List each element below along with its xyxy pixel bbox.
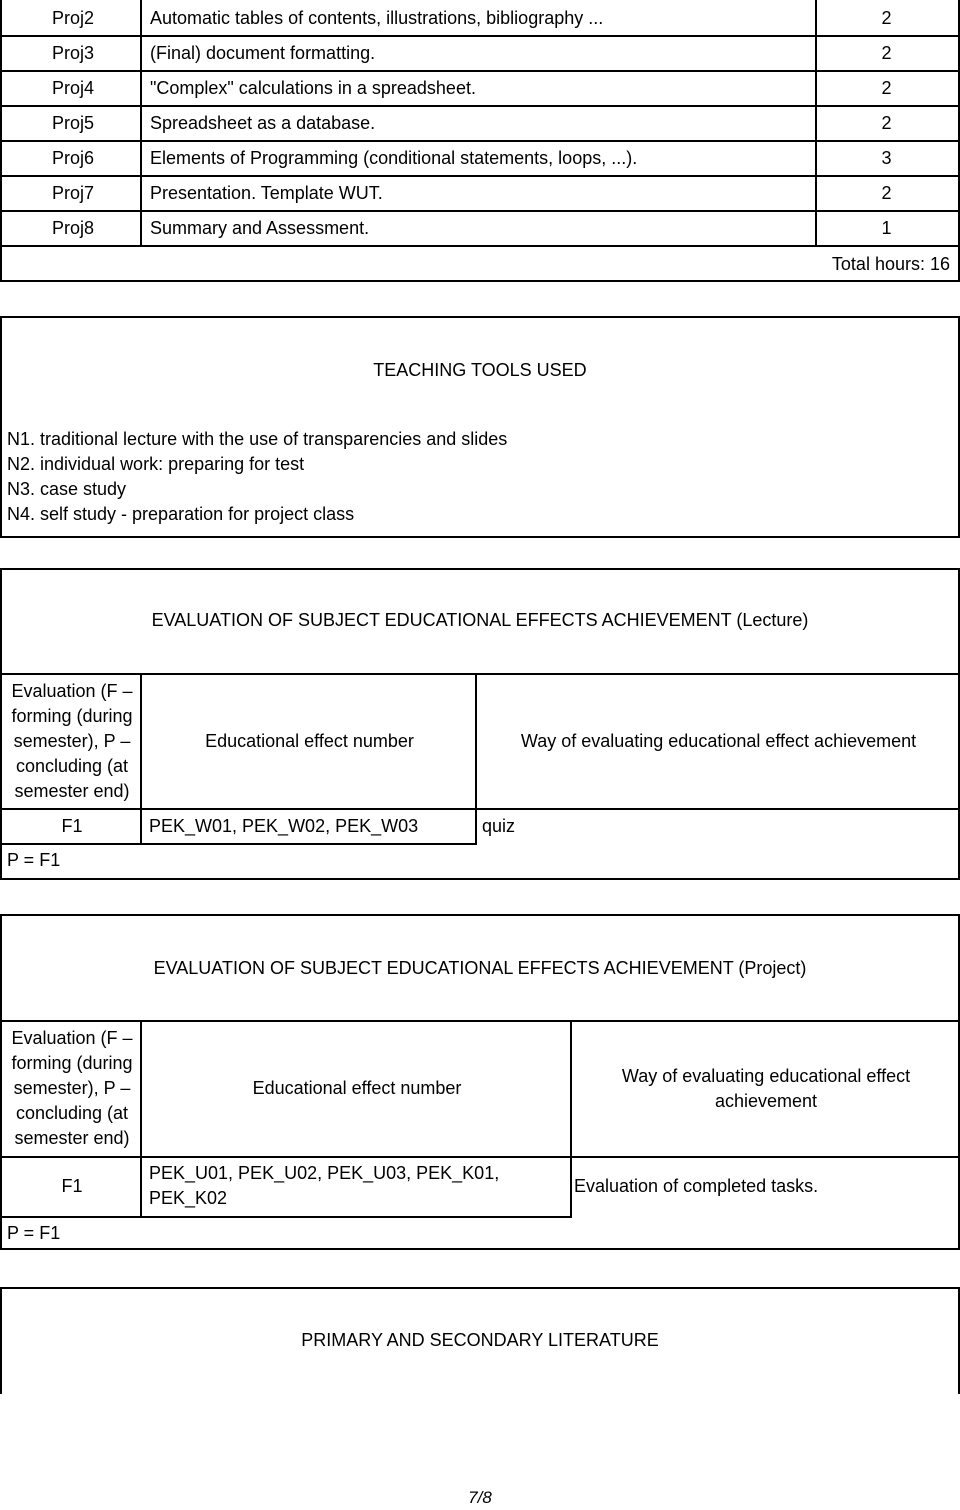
evaluation-column-header: semester end)	[14, 781, 130, 801]
project-topic: Elements of Programming (conditional statements, loops, ...).	[150, 148, 638, 168]
teaching-tool-item: N1. traditional lecture with the use of transparencies and slides	[7, 429, 508, 449]
evaluation-way: quiz	[482, 816, 516, 836]
evaluation-way-header: Way of evaluating educational effect achievement	[520, 731, 917, 751]
project-code: Proj3	[51, 43, 95, 63]
final-grade: P = F1	[7, 850, 61, 870]
project-topic: Summary and Assessment.	[150, 218, 370, 238]
project-topic: (Final) document formatting.	[150, 43, 376, 63]
evaluation-way: Evaluation of completed tasks.	[574, 1176, 819, 1196]
evaluation-column-header: semester), P –	[13, 731, 131, 751]
project-hours: 2	[881, 8, 892, 28]
effect-numbers: PEK_U01, PEK_U02, PEK_U03, PEK_K01,	[149, 1163, 500, 1183]
effect-numbers: PEK_K02	[149, 1188, 228, 1208]
project-hours: 2	[881, 183, 892, 203]
teaching-tool-item: N2. individual work: preparing for test	[7, 454, 305, 474]
project-code: Proj7	[51, 183, 95, 203]
evaluation-column-header: concluding (at	[15, 756, 129, 776]
evaluation-column-header: semester), P –	[13, 1078, 131, 1098]
evaluation-way-header: Way of evaluating educational effect	[621, 1066, 911, 1086]
project-hours: 2	[881, 78, 892, 98]
teaching-tool-item: N3. case study	[7, 479, 127, 499]
project-code: Proj6	[51, 148, 95, 168]
evaluation-column-header: forming (during	[11, 706, 133, 726]
effect-numbers: PEK_W01, PEK_W02, PEK_W03	[149, 816, 419, 836]
evaluation-column-header: Evaluation (F –	[11, 1028, 133, 1048]
final-grade: P = F1	[7, 1223, 61, 1243]
evaluation-column-header: Evaluation (F –	[11, 681, 133, 701]
teaching-tools-heading: TEACHING TOOLS USED	[373, 360, 587, 380]
project-code: Proj2	[51, 8, 95, 28]
evaluation-lecture-heading: EVALUATION OF SUBJECT EDUCATIONAL EFFECTS ACHIEVEMENT (Lecture)	[151, 610, 809, 630]
project-hours: 2	[881, 113, 892, 133]
teaching-tool-item: N4. self study - preparation for project class	[7, 504, 355, 524]
literature-heading: PRIMARY AND SECONDARY LITERATURE	[301, 1330, 659, 1350]
effect-number-header: Educational effect number	[205, 731, 414, 751]
project-code: Proj4	[51, 78, 95, 98]
project-topic: Automatic tables of contents, illustrations, bibliography ...	[150, 8, 604, 28]
project-topic: Presentation. Template WUT.	[150, 183, 383, 203]
page-number: 7/8	[468, 1488, 492, 1507]
project-hours: 2	[881, 43, 892, 63]
evaluation-way-header: achievement	[714, 1091, 818, 1111]
project-topic: Spreadsheet as a database.	[150, 113, 376, 133]
evaluation-column-header: concluding (at	[15, 1103, 129, 1123]
evaluation-project-heading: EVALUATION OF SUBJECT EDUCATIONAL EFFECTS ACHIEVEMENT (Project)	[153, 958, 807, 978]
effect-number-header: Educational effect number	[252, 1078, 462, 1098]
total-hours: Total hours: 16	[831, 254, 950, 274]
evaluation-column-header: forming (during	[11, 1053, 133, 1073]
project-topic: "Complex" calculations in a spreadsheet.	[150, 78, 476, 98]
evaluation-value: F1	[61, 816, 83, 836]
project-hours: 3	[881, 148, 892, 168]
evaluation-column-header: semester end)	[14, 1128, 130, 1148]
project-code: Proj5	[51, 113, 95, 133]
project-hours: 1	[881, 218, 892, 238]
evaluation-value: F1	[61, 1176, 83, 1196]
project-code: Proj8	[51, 218, 95, 238]
